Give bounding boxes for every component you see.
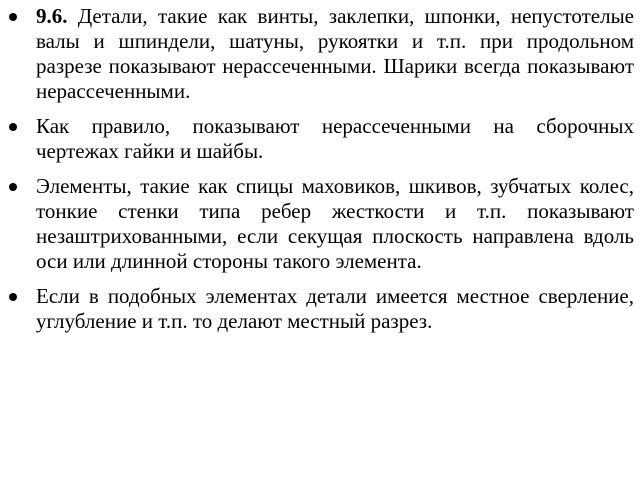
bullet-dot-icon [9, 293, 17, 301]
item-text: Детали, такие как винты, заклепки, шпонки, непустотелые валы и шпиндели, шатуны, рукоятки и т.п. при продольном разрезе показывают нерассеченными. Шарики всегда показывают нерассеченными. [36, 4, 634, 103]
list-item [36, 284, 634, 334]
bullet-dot-icon [9, 183, 17, 191]
bullet-dot-icon [9, 123, 17, 131]
item-text: Элементы, такие как спицы маховиков, шкивов, зубчатых колес, тонкие стенки типа ребер жесткости и т.п. показывают незаштрихованными, если секущая плоскость направлена вдоль оси или длинной стороны такого элемента. [36, 174, 634, 273]
list-item [36, 174, 634, 274]
item-text: Если в подобных элементах детали имеется местное сверление, углубление и т.п. то делают местный разрез. [36, 284, 634, 333]
bullet-list [36, 4, 634, 344]
item-number: 9.6. [36, 4, 68, 28]
item-text: Как правило, показывают нерассеченными на сборочных чертежах гайки и шайбы. [36, 114, 634, 163]
list-item [36, 114, 634, 164]
bullet-dot-icon [9, 13, 17, 21]
list-item [36, 4, 634, 104]
